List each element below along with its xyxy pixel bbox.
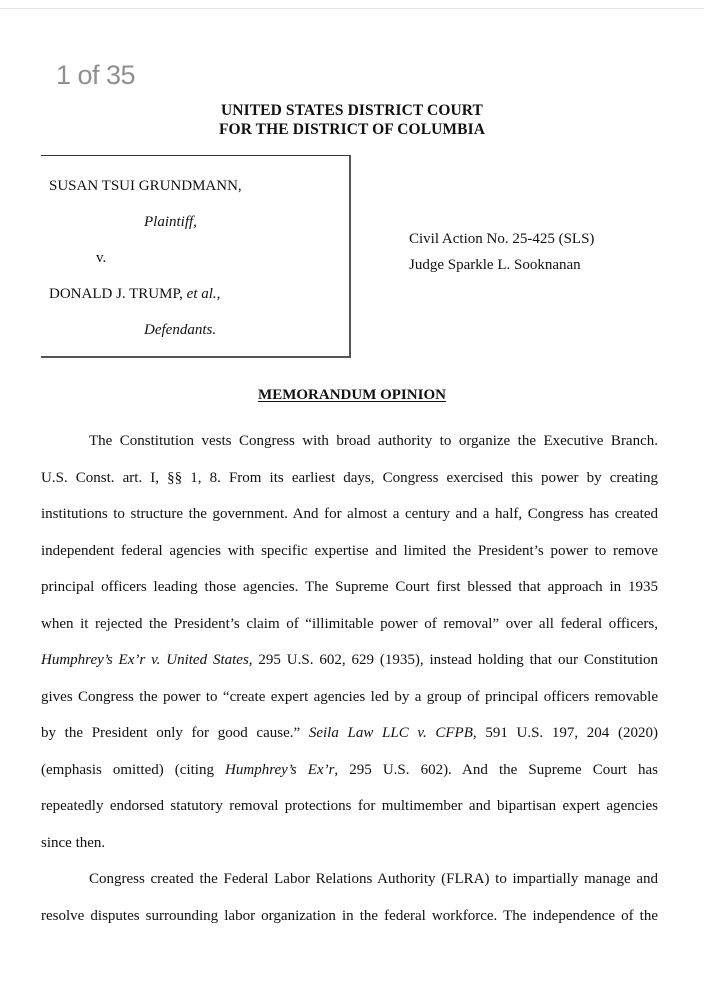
quote-text: by the President only for good cause.” xyxy=(41,725,301,741)
court-heading-line-1: UNITED STATES DISTRICT COURT xyxy=(221,102,483,119)
body-line xyxy=(41,762,658,779)
body-line: when it rejected the President’s claim of “illimitable power of removal” over all federal officers, xyxy=(41,616,658,632)
defendant-role-text: Defendants. xyxy=(144,322,217,338)
case-info xyxy=(409,226,594,278)
court-heading-line-2: FOR THE DISTRICT OF COLUMBIA xyxy=(218,121,486,138)
case-caption-box xyxy=(41,155,351,358)
parenthetical-text: (emphasis omitted) (citing xyxy=(41,762,214,778)
memorandum-title: MEMORANDUM OPINION xyxy=(258,387,446,403)
body-line xyxy=(41,725,658,742)
viewer-top-divider xyxy=(0,8,704,9)
body-line: repeatedly endorsed statutory removal protections for multimember and bipartisan expert agencies xyxy=(41,798,658,814)
body-line: principal officers leading those agencies. The Supreme Court first blessed that approach in 1935 xyxy=(41,579,658,595)
citation-text: , 295 U.S. 602). And the Supreme Court has xyxy=(334,762,658,778)
versus: v. xyxy=(96,250,107,266)
body-line: U.S. Const. art. I, §§ 1, 8. From its earliest days, Congress exercised this power by creating xyxy=(41,470,658,486)
defendant-role xyxy=(144,322,216,339)
body-line: The Constitution vests Congress with broad authority to organize the Executive Branch. xyxy=(89,433,658,449)
body-line: Congress created the Federal Labor Relations Authority (FLRA) to impartially manage and xyxy=(89,871,658,887)
body-line: resolve disputes surrounding labor organization in the federal workforce. The independence of the xyxy=(41,908,658,924)
body-line: gives Congress the power to “create expert agencies led by a group of principal officers removable xyxy=(41,689,658,705)
judge-name: Judge Sparkle L. Sooknanan xyxy=(409,257,581,273)
citation-text: , 295 U.S. 602, 629 (1935), instead holding that our Constitution xyxy=(248,652,659,668)
defendant-name-text: DONALD J. TRUMP, xyxy=(49,286,183,302)
body-line: since then. xyxy=(41,835,106,851)
civil-action-number: Civil Action No. 25-425 (SLS) xyxy=(409,231,595,247)
court-heading xyxy=(0,101,704,139)
body-line: independent federal agencies with specific expertise and limited the President’s power to remove xyxy=(41,543,658,559)
plaintiff-role xyxy=(144,214,197,231)
body-line xyxy=(41,652,658,669)
plaintiff-role-text: Plaintiff, xyxy=(144,214,197,230)
citation-text: , 591 U.S. 197, 204 (2020) xyxy=(472,725,658,741)
case-citation: Humphrey’s Ex’r xyxy=(225,762,335,778)
case-citation: Humphrey’s Ex’r v. United States xyxy=(41,652,249,668)
plaintiff-name: SUSAN TSUI GRUNDMANN, xyxy=(49,178,242,194)
page-indicator: 1 of 35 xyxy=(56,60,136,90)
body-line: institutions to structure the government. And for almost a century and a half, Congress has created xyxy=(41,506,658,522)
defendant-etal: et al. xyxy=(186,286,217,302)
defendant-etal-punct: , xyxy=(216,286,221,302)
defendant-name xyxy=(49,286,220,303)
case-citation: Seila Law LLC v. CFPB xyxy=(308,725,473,741)
